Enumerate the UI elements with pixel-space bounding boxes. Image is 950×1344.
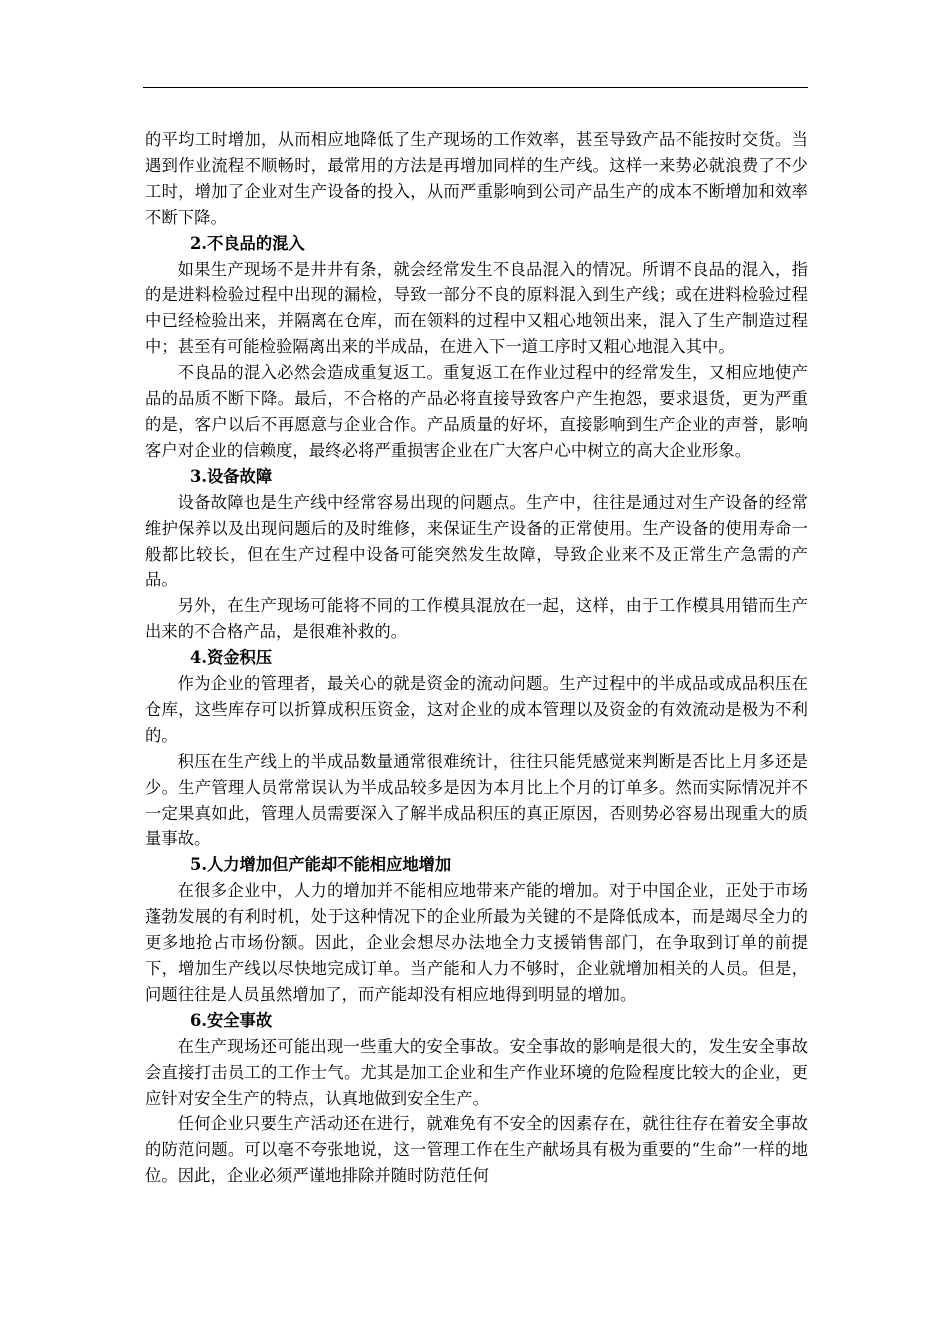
document-body bbox=[145, 127, 808, 1189]
body-paragraph: 另外，在生产现场可能将不同的工作模具混放在一起，这样，由于工作模具用错而生产出来的不合格产品，是很难补救的。 bbox=[145, 596, 808, 642]
body-paragraph: 设备故障也是生产线中经常容易出现的问题点。生产中，往往是通过对生产设备的经常维护保养以及出现问题后的及时维修，来保证生产设备的正常使用。生产设备的使用寿命一般都比较长，但在生产过程中设备可能突然发生故障，导致企业来不及正常生产急需的产品。 bbox=[145, 492, 808, 590]
header-rule bbox=[143, 87, 808, 88]
body-paragraph: 不良品的混入必然会造成重复返工。重复返工在作业过程中的经常发生，又相应地使产品的品质不断下降。最后，不合格的产品必将直接导致客户产生抱怨，要求退货，更为严重的是，客户以后不再愿意与企业合作。产品质量的好坏，直接影响到生产企业的声誉，影响客户对企业的信赖度，最终必将严重损害企业在广大客户心中树立的高大企业形象。 bbox=[145, 363, 808, 460]
body-paragraph: 的平均工时增加，从而相应地降低了生产现场的工作效率，甚至导致产品不能按时交货。当遇到作业流程不顺畅时，最常用的方法是再增加同样的生产线。这样一来势必就浪费了不少工时，增加了企业对生产设备的投入，从而严重影响到公司产品生产的成本不断增加和效率不断下降。 bbox=[145, 130, 808, 227]
section-heading: 4.资金积压 bbox=[190, 648, 273, 668]
section-heading: 5.人力增加但产能却不能相应地增加 bbox=[190, 855, 452, 875]
body-paragraph: 作为企业的管理者，最关心的就是资金的流动问题。生产过程中的半成品或成品积压在仓库，这些库存可以折算成积压资金，这对企业的成本管理以及资金的有效流动是极为不利的。 bbox=[145, 674, 808, 745]
body-paragraph: 如果生产现场不是井井有条，就会经常发生不良品混入的情况。所谓不良品的混入，指的是进料检验过程中出现的漏检，导致一部分不良的原料混入到生产线；或在进料检验过程中已经检验出来，并隔离在仓库，而在领料的过程中又粗心地领出来，混入了生产制造过程中；甚至有可能检验隔离出来的半成品，在进入下一道工序时又粗心地混入其中。 bbox=[145, 259, 808, 357]
body-paragraph: 任何企业只要生产活动还在进行，就难免有不安全的因素存在，就往往存在着安全事故的防范问题。可以毫不夸张地说，这一管理工作在生产献场具有极为重要的“生命”一样的地位。因此，企业必须严谨地排除并随时防范任何 bbox=[145, 1114, 808, 1186]
section-heading: 3.设备故障 bbox=[190, 466, 273, 486]
section-heading: 6.安全事故 bbox=[190, 1010, 273, 1030]
body-paragraph: 在很多企业中，人力的增加并不能相应地带来产能的增加。对于中国企业，正处于市场蓬勃发展的有利时机，处于这种情况下的企业所最为关键的不是降低成本，而是竭尽全力的更多地抢占市场份额。因此，企业会想尽办法地全力支援销售部门，在争取到订单的前提下，增加生产线以尽快地完成订单。当产能和人力不够时，企业就增加相关的人员。但是，问题往往是人员虽然增加了，而产能却没有相应地得到明显的增加。 bbox=[145, 881, 808, 1004]
body-paragraph: 在生产现场还可能出现一些重大的安全事故。安全事故的影响是很大的，发生安全事故会直接打击员工的工作士气。尤其是加工企业和生产作业环境的危险程度比较大的企业，更应针对安全生产的特点，认真地做到安全生产。 bbox=[145, 1036, 808, 1108]
section-heading: 2.不良品的混入 bbox=[190, 233, 305, 253]
body-paragraph: 积压在生产线上的半成品数量通常很难统计，往往只能凭感觉来判断是否比上月多还是少。生产管理人员常常误认为半成品较多是因为本月比上个月的订单多。然而实际情况并不一定果真如此，管理人员需要深入了解半成品积压的真正原因，否则势必容易出现重大的质量事故。 bbox=[145, 751, 808, 849]
